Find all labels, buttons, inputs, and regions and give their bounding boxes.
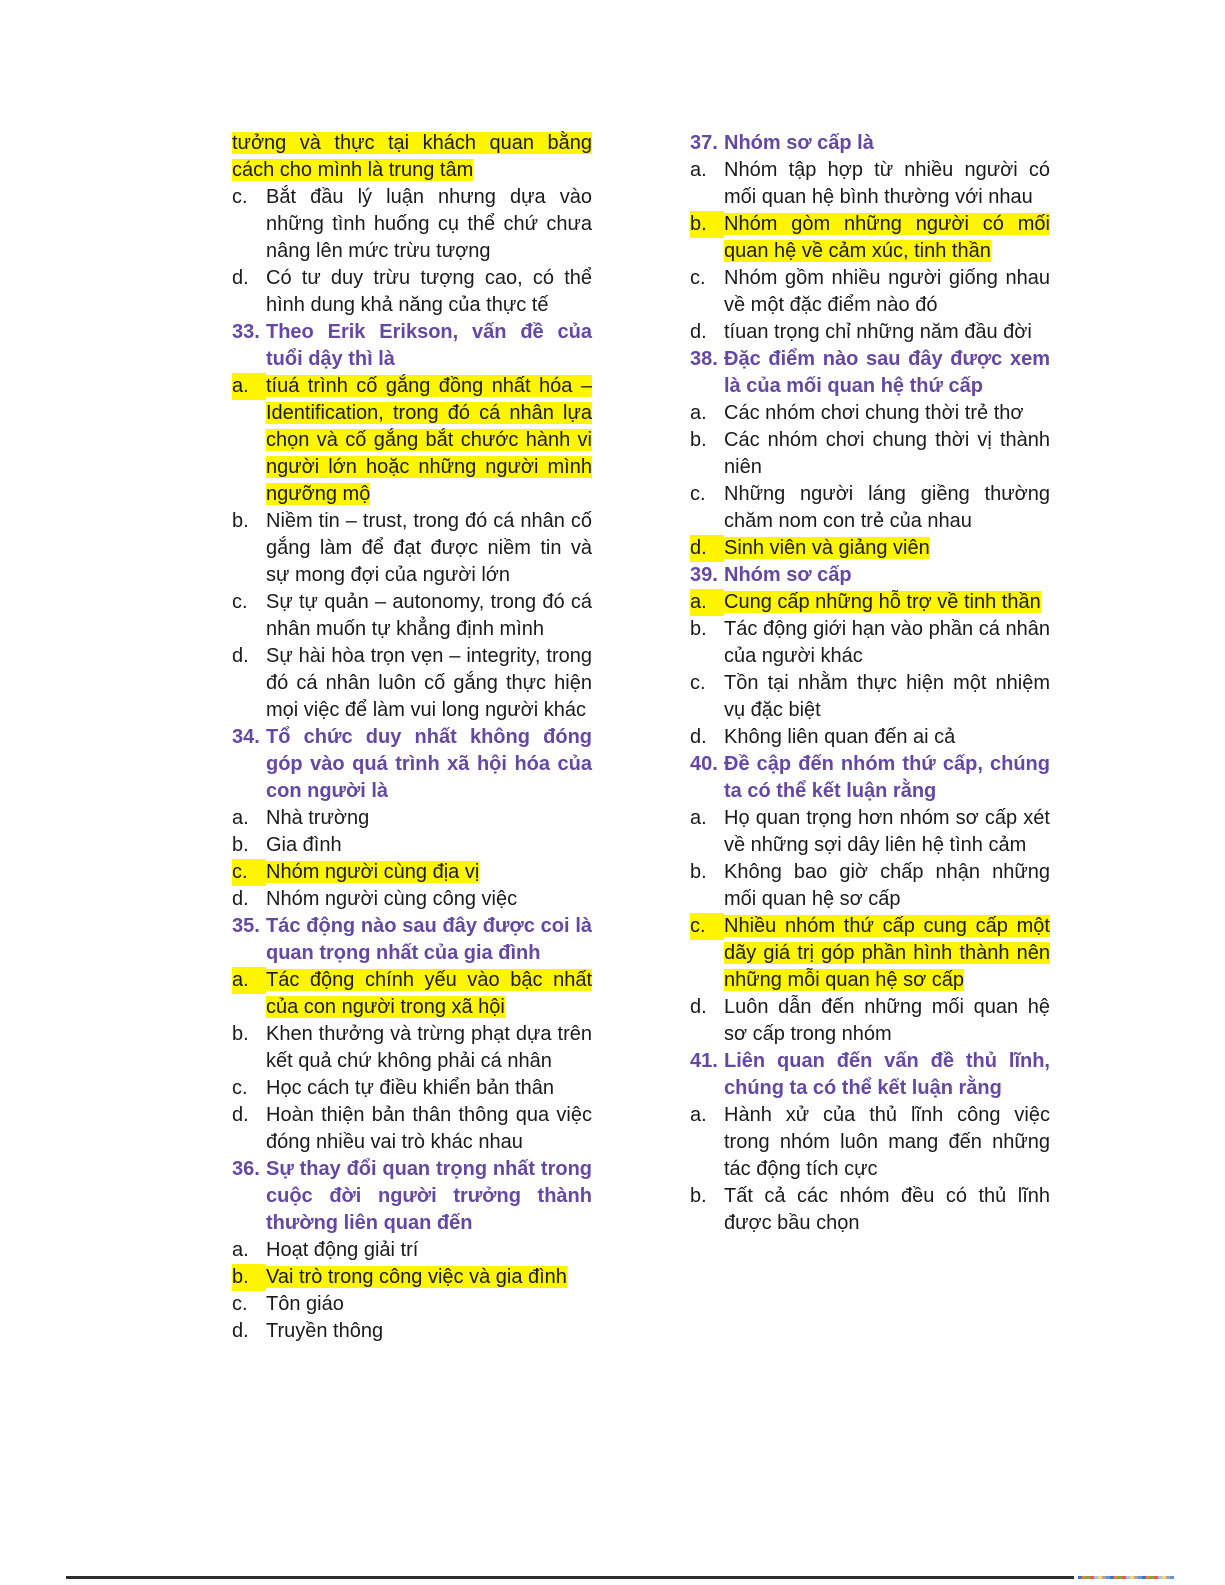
answer-option-highlighted: [690, 211, 1050, 265]
option-text: tíuá trình cố gắng đồng nhất hóa – Identification, trong đó cá nhân lựa chọn và cố gắng bắt chước hành vi người lớn hoặc những người mình ngưỡng mộ: [266, 375, 592, 505]
option-text: Luôn dẫn đến những mối quan hệ sơ cấp trong nhóm: [724, 996, 1050, 1045]
question-title: Đề cập đến nhóm thứ cấp, chúng ta có thể kết luận rằng: [724, 753, 1050, 802]
answer-option: [690, 1102, 1050, 1183]
answer-option: [232, 1075, 592, 1102]
answer-option: [232, 1318, 592, 1345]
answer-option: [232, 1021, 592, 1075]
continuation-text: tưởng và thực tại khách quan bằng cách cho mình là trung tâm: [232, 132, 592, 181]
option-continuation: [232, 130, 592, 184]
option-letter: a.: [232, 807, 249, 829]
question-title: Theo Erik Erikson, vấn đề của tuổi dậy thì là: [266, 321, 592, 370]
answer-option: [690, 724, 1050, 751]
option-text: Nhóm gòm những người có mối quan hệ về cảm xúc, tinh thần: [724, 213, 1050, 262]
option-letter: d.: [232, 267, 249, 289]
answer-option: [690, 319, 1050, 346]
option-text: Họ quan trọng hơn nhóm sơ cấp xét về những sợi dây liên hệ tình cảm: [724, 807, 1050, 856]
answer-option: [690, 400, 1050, 427]
option-letter: b.: [690, 429, 707, 451]
answer-option: [232, 1237, 592, 1264]
option-text: Niềm tin – trust, trong đó cá nhân cố gắng làm để đạt được niềm tin và sự mong đợi của người lớn: [266, 510, 592, 586]
option-text: Các nhóm chơi chung thời vị thành niên: [724, 429, 1050, 478]
option-text: Hoàn thiện bản thân thông qua việc đóng nhiều vai trò khác nhau: [266, 1104, 592, 1153]
option-text: Tồn tại nhằm thực hiện một nhiệm vụ đặc biệt: [724, 672, 1050, 721]
answer-option-highlighted: [690, 535, 1050, 562]
option-letter: c.: [232, 186, 248, 208]
page-bottom-specks: [1078, 1576, 1174, 1579]
option-text: Các nhóm chơi chung thời trẻ thơ: [724, 402, 1024, 424]
answer-option: [232, 589, 592, 643]
answer-option: [690, 481, 1050, 535]
option-text: Nhóm người cùng địa vị: [266, 861, 480, 883]
question-number: 33.: [232, 321, 260, 343]
option-letter: a.: [232, 373, 266, 400]
left-column: [232, 130, 592, 1345]
option-text: Nhóm tập hợp từ nhiều người có mối quan hệ bình thường với nhau: [724, 159, 1050, 208]
option-letter: a.: [690, 402, 707, 424]
option-text: Cung cấp những hỗ trợ về tinh thần: [724, 591, 1041, 613]
question-title: Nhóm sơ cấp là: [724, 132, 874, 154]
question-number: 41.: [690, 1050, 718, 1072]
option-text: Nhóm gồm nhiều người giống nhau về một đặc điểm nào đó: [724, 267, 1050, 316]
option-text: Sinh viên và giảng viên: [724, 537, 930, 559]
option-letter: b.: [232, 510, 249, 532]
question-number: 40.: [690, 753, 718, 775]
option-text: Bắt đầu lý luận nhưng dựa vào những tình huống cụ thể chứ chưa nâng lên mức trừu tượng: [266, 186, 592, 262]
option-text: Sự hài hòa trọn vẹn – integrity, trong đó cá nhân luôn cố gắng thực hiện mọi việc để làm vui long người khác: [266, 645, 592, 721]
answer-option: [232, 805, 592, 832]
option-text: Tất cả các nhóm đều có thủ lĩnh được bầu chọn: [724, 1185, 1050, 1234]
question-heading: [690, 1048, 1050, 1102]
question-number: 35.: [232, 915, 260, 937]
option-letter: a.: [690, 1104, 707, 1126]
option-letter: b.: [232, 1023, 249, 1045]
option-letter: a.: [690, 589, 724, 616]
answer-option-highlighted: [690, 913, 1050, 994]
option-text: Không bao giờ chấp nhận những mối quan hệ sơ cấp: [724, 861, 1050, 910]
question-heading: [232, 913, 592, 967]
answer-option: [232, 184, 592, 265]
question-number: 38.: [690, 348, 718, 370]
answer-option-highlighted: [690, 589, 1050, 616]
answer-option: [690, 265, 1050, 319]
option-letter: d.: [232, 645, 249, 667]
question-number: 34.: [232, 726, 260, 748]
option-letter: c.: [232, 591, 248, 613]
question-title: Đặc điểm nào sau đây được xem là của mối quan hệ thứ cấp: [724, 348, 1050, 397]
option-letter: b.: [690, 861, 707, 883]
right-column: [690, 130, 1050, 1345]
answer-option: [232, 1291, 592, 1318]
option-text: Nhà trường: [266, 807, 370, 829]
option-text: Tác động chính yếu vào bậc nhất của con người trong xã hội: [266, 969, 592, 1018]
option-text: Khen thưởng và trừng phạt dựa trên kết quả chứ không phải cá nhân: [266, 1023, 592, 1072]
option-text: Không liên quan đến ai cả: [724, 726, 956, 748]
question-number: 39.: [690, 564, 718, 586]
option-letter: d.: [690, 726, 707, 748]
option-letter: b.: [690, 211, 724, 238]
option-letter: a.: [690, 807, 707, 829]
answer-option: [690, 994, 1050, 1048]
answer-option: [690, 670, 1050, 724]
answer-option-highlighted: [232, 967, 592, 1021]
option-letter: c.: [690, 483, 706, 505]
answer-option: [690, 427, 1050, 481]
option-text: Hành xử của thủ lĩnh công việc trong nhóm luôn mang đến những tác động tích cực: [724, 1104, 1050, 1180]
page-content: [232, 130, 1050, 1345]
option-letter: d.: [690, 535, 724, 562]
question-number: 37.: [690, 132, 718, 154]
option-text: Tôn giáo: [266, 1293, 344, 1315]
answer-option-highlighted: [232, 373, 592, 508]
option-text: Vai trò trong công việc và gia đình: [266, 1266, 567, 1288]
option-letter: a.: [232, 1239, 249, 1261]
answer-option: [690, 616, 1050, 670]
option-letter: c.: [232, 859, 266, 886]
question-heading: [690, 346, 1050, 400]
option-letter: b.: [232, 1264, 266, 1291]
answer-option: [690, 859, 1050, 913]
answer-option: [232, 1102, 592, 1156]
page-bottom-bar: [66, 1576, 1074, 1579]
question-heading: [690, 562, 1050, 589]
option-letter: a.: [690, 159, 707, 181]
option-letter: b.: [690, 1185, 707, 1207]
answer-option-highlighted: [232, 1264, 592, 1291]
answer-option: [690, 1183, 1050, 1237]
option-letter: b.: [232, 834, 249, 856]
option-text: Có tư duy trừu tượng cao, có thể hình dung khả năng của thực tế: [266, 267, 592, 316]
option-letter: c.: [232, 1293, 248, 1315]
option-letter: d.: [232, 1104, 249, 1126]
option-letter: b.: [690, 618, 707, 640]
answer-option: [690, 805, 1050, 859]
option-letter: d.: [232, 1320, 249, 1342]
option-text: Hoạt động giải trí: [266, 1239, 419, 1261]
question-heading: [232, 1156, 592, 1237]
speck: [1170, 1576, 1174, 1579]
question-heading: [690, 130, 1050, 157]
answer-option: [232, 643, 592, 724]
option-letter: c.: [690, 267, 706, 289]
option-letter: c.: [690, 672, 706, 694]
option-letter: a.: [232, 967, 266, 994]
answer-option: [232, 886, 592, 913]
option-text: Nhóm người cùng công việc: [266, 888, 518, 910]
question-title: Tác động nào sau đây được coi là quan trọng nhất của gia đình: [266, 915, 592, 964]
option-letter: d.: [232, 888, 249, 910]
option-text: Học cách tự điều khiển bản thân: [266, 1077, 555, 1099]
answer-option: [690, 157, 1050, 211]
question-title: Liên quan đến vấn đề thủ lĩnh, chúng ta có thể kết luận rằng: [724, 1050, 1050, 1099]
option-text: Sự tự quản – autonomy, trong đó cá nhân muốn tự khẳng định mình: [266, 591, 592, 640]
question-heading: [690, 751, 1050, 805]
question-title: Tổ chức duy nhất không đóng góp vào quá trình xã hội hóa của con người là: [266, 726, 592, 802]
option-text: tíuan trọng chỉ những năm đầu đời: [724, 321, 1032, 343]
option-text: Gia đình: [266, 834, 342, 856]
option-text: Tác động giới hạn vào phần cá nhân của người khác: [724, 618, 1050, 667]
answer-option-highlighted: [232, 859, 592, 886]
question-title: Sự thay đổi quan trọng nhất trong cuộc đời người trưởng thành thường liên quan đến: [266, 1158, 592, 1234]
option-letter: d.: [690, 321, 707, 343]
option-text: Những người láng giềng thường chăm nom con trẻ của nhau: [724, 483, 1050, 532]
option-letter: c.: [232, 1077, 248, 1099]
option-letter: c.: [690, 913, 724, 940]
question-heading: [232, 724, 592, 805]
question-heading: [232, 319, 592, 373]
answer-option: [232, 508, 592, 589]
question-number: 36.: [232, 1158, 260, 1180]
option-letter: d.: [690, 996, 707, 1018]
answer-option: [232, 265, 592, 319]
answer-option: [232, 832, 592, 859]
question-title: Nhóm sơ cấp: [724, 564, 852, 586]
option-text: Nhiều nhóm thứ cấp cung cấp một dãy giá trị góp phần hình thành nên những mỗi quan hệ sơ cấp: [724, 915, 1050, 991]
option-text: Truyền thông: [266, 1320, 384, 1342]
